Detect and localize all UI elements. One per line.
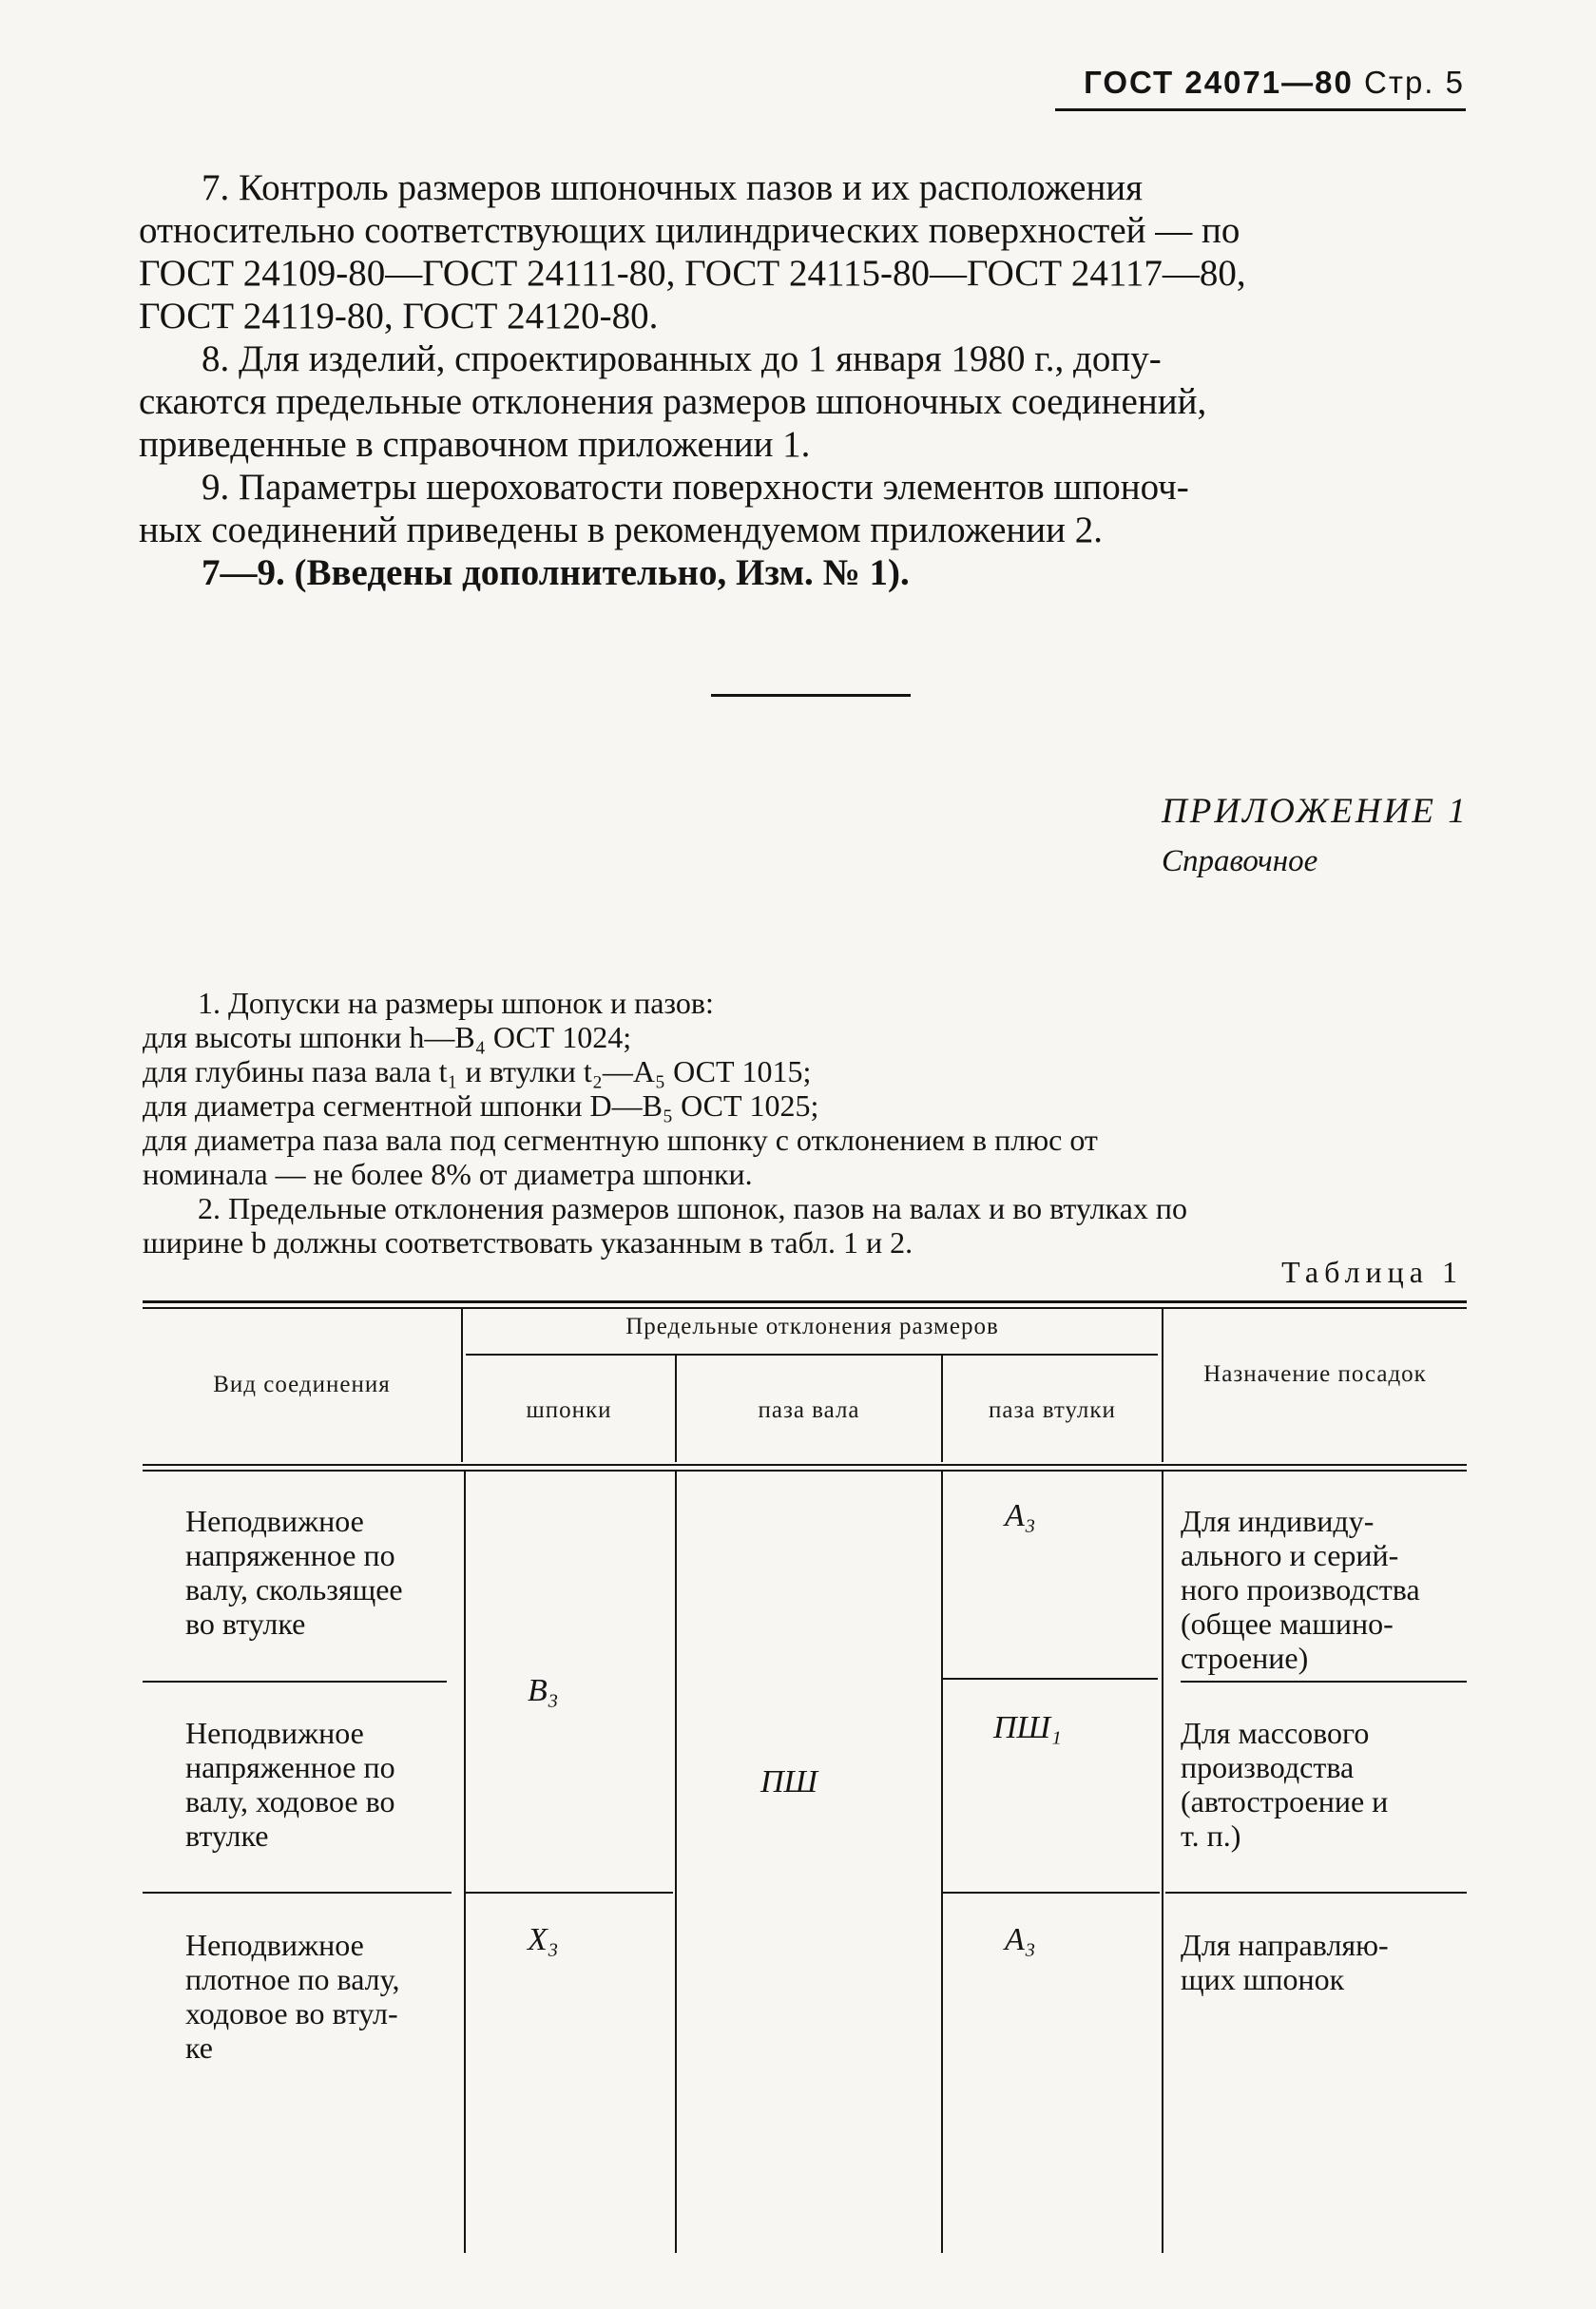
standard-number: ГОСТ 24071—80	[1084, 65, 1354, 100]
cell-line: Неподвижное	[185, 1716, 364, 1750]
paragraph-9	[139, 466, 1465, 551]
page-header	[1084, 65, 1465, 101]
header-subrule	[466, 1354, 1158, 1356]
column-divider	[675, 1472, 677, 2253]
cell-line: Неподвижное	[185, 1928, 364, 1962]
cell-line: Для индивиду-	[1181, 1504, 1375, 1538]
text-line: скаются предельные отклонения размеров шпоночных соединений,	[139, 381, 1207, 422]
cell-line: производства	[1181, 1750, 1355, 1784]
cell-line: щих шпонок	[1181, 1962, 1345, 1996]
text-line: относительно соответствующих цилиндрических поверхностей — по	[139, 210, 1240, 251]
text-line: 1. Допуски на размеры шпонок и пазов:	[198, 986, 714, 1020]
cell-line: т. п.)	[1181, 1818, 1241, 1853]
paragraph-8	[139, 337, 1465, 466]
row-separator	[943, 1678, 1158, 1680]
table-row-3-purpose	[1181, 1928, 1467, 1996]
row-separator	[1181, 1681, 1467, 1683]
row-separator	[466, 1892, 673, 1894]
cell-line: валу, ходовое во	[185, 1784, 395, 1818]
text-line: 2. Предельные отклонения размеров шпонок, пазов на валах и во втулках по	[198, 1191, 1187, 1225]
cell-line: Для направляю-	[1181, 1928, 1389, 1962]
cell-line: напряженное по	[185, 1538, 395, 1572]
paragraph-7	[139, 166, 1465, 337]
text-line: для диаметра паза вала под сегментную шпонку с отклонением в плюс от	[143, 1123, 1098, 1157]
table-top-rule	[143, 1300, 1467, 1303]
cell-line: во втулке	[185, 1607, 306, 1641]
appendix-title: ПРИЛОЖЕНИЕ 1	[1162, 792, 1469, 831]
deviations-table	[143, 1300, 1467, 2253]
cell-line: (автостроение и	[1181, 1784, 1389, 1818]
table-row-1-hub-slot: A₃	[1005, 1498, 1036, 1533]
header-shaft-slot: паза вала	[758, 1397, 860, 1423]
header-bottom-rule	[143, 1464, 1467, 1466]
table-row-2-hub-slot: ПШ₁	[993, 1710, 1062, 1745]
cell-line: плотное по валу,	[185, 1962, 400, 1996]
column-divider	[464, 1472, 466, 2253]
header-hub-slot: паза втулки	[989, 1397, 1116, 1423]
cell-line: ального и серий-	[1181, 1538, 1399, 1572]
text-line: ГОСТ 24109-80—ГОСТ 24111-80, ГОСТ 24115-80—ГОСТ 24117—80,	[139, 253, 1246, 294]
row-separator	[143, 1892, 452, 1894]
cell-line: втулке	[185, 1818, 269, 1853]
text-line: приведенные в справочном приложении 1.	[139, 424, 811, 465]
column-divider	[941, 1472, 943, 2253]
text-line: 8. Для изделий, спроектированных до 1 января 1980 г., допу-	[202, 338, 1162, 379]
text-line: ных соединений приведены в рекомендуемом приложении 2.	[139, 510, 1104, 550]
text-line: ширине b должны соответствовать указанным в табл. 1 и 2.	[143, 1225, 913, 1260]
text-line: для диаметра сегментной шпонки D—B₅ ОСТ 1025;	[143, 1088, 819, 1123]
table-row-1-purpose	[1181, 1504, 1467, 1675]
table-caption: Таблица 1	[1281, 1255, 1463, 1289]
merged-key-b3: B₃	[528, 1673, 559, 1708]
tolerances-section	[143, 986, 1465, 1260]
row-separator	[143, 1681, 447, 1683]
section-divider	[711, 694, 911, 697]
table-row-3-hub-slot: A₃	[1005, 1922, 1036, 1957]
text-line: ГОСТ 24119-80, ГОСТ 24120-80.	[139, 296, 659, 337]
text-line: для глубины паза вала t₁ и втулки t₂—A₅ ОСТ 1015;	[143, 1054, 812, 1088]
row-separator	[943, 1892, 1160, 1894]
amendment-text: 7—9. (Введены дополнительно, Изм. № 1).	[202, 552, 910, 593]
cell-line: Для массового	[1181, 1716, 1370, 1750]
amendment-note	[139, 551, 1465, 594]
appendix-subtitle: Справочное	[1162, 844, 1318, 878]
text-line: для высоты шпонки h—B₄ ОСТ 1024;	[143, 1020, 632, 1054]
column-divider	[1162, 1472, 1163, 2253]
cell-line: ке	[185, 2030, 213, 2065]
cell-line: ного производства	[1181, 1572, 1420, 1607]
page-number: Стр. 5	[1364, 65, 1465, 100]
cell-line: ходовое во втул-	[185, 1996, 398, 2030]
header-key: шпонки	[526, 1397, 612, 1423]
table-row-3-key: X₃	[528, 1922, 559, 1957]
cell-line: напряженное по	[185, 1750, 395, 1784]
table-row-3-type	[185, 1928, 442, 2065]
row-separator	[1165, 1892, 1467, 1894]
text-line: 7. Контроль размеров шпоночных пазов и их расположения	[202, 167, 1144, 208]
merged-shaft-slot: ПШ	[760, 1764, 818, 1799]
header-connection-type: Вид соединения	[213, 1372, 391, 1397]
text-line: номинала — не более 8% от диаметра шпонки.	[143, 1157, 753, 1191]
header-fit-purpose: Назначение посадок	[1203, 1361, 1427, 1387]
cell-line: строение)	[1181, 1641, 1309, 1675]
cell-line: (общее машино-	[1181, 1607, 1394, 1641]
table-top-rule-inner	[143, 1307, 1467, 1309]
table-row-2-type	[185, 1716, 442, 1853]
header-rule	[1055, 108, 1466, 111]
header-limit-deviations: Предельные отклонения размеров	[625, 1314, 999, 1339]
text-line: 9. Параметры шероховатости поверхности элементов шпоноч-	[202, 467, 1189, 508]
table-row-1-type	[185, 1504, 442, 1641]
table-row-2-purpose	[1181, 1716, 1467, 1853]
header-bottom-rule-inner	[143, 1470, 1467, 1472]
cell-line: Неподвижное	[185, 1504, 364, 1538]
cell-line: валу, скользящее	[185, 1572, 403, 1607]
